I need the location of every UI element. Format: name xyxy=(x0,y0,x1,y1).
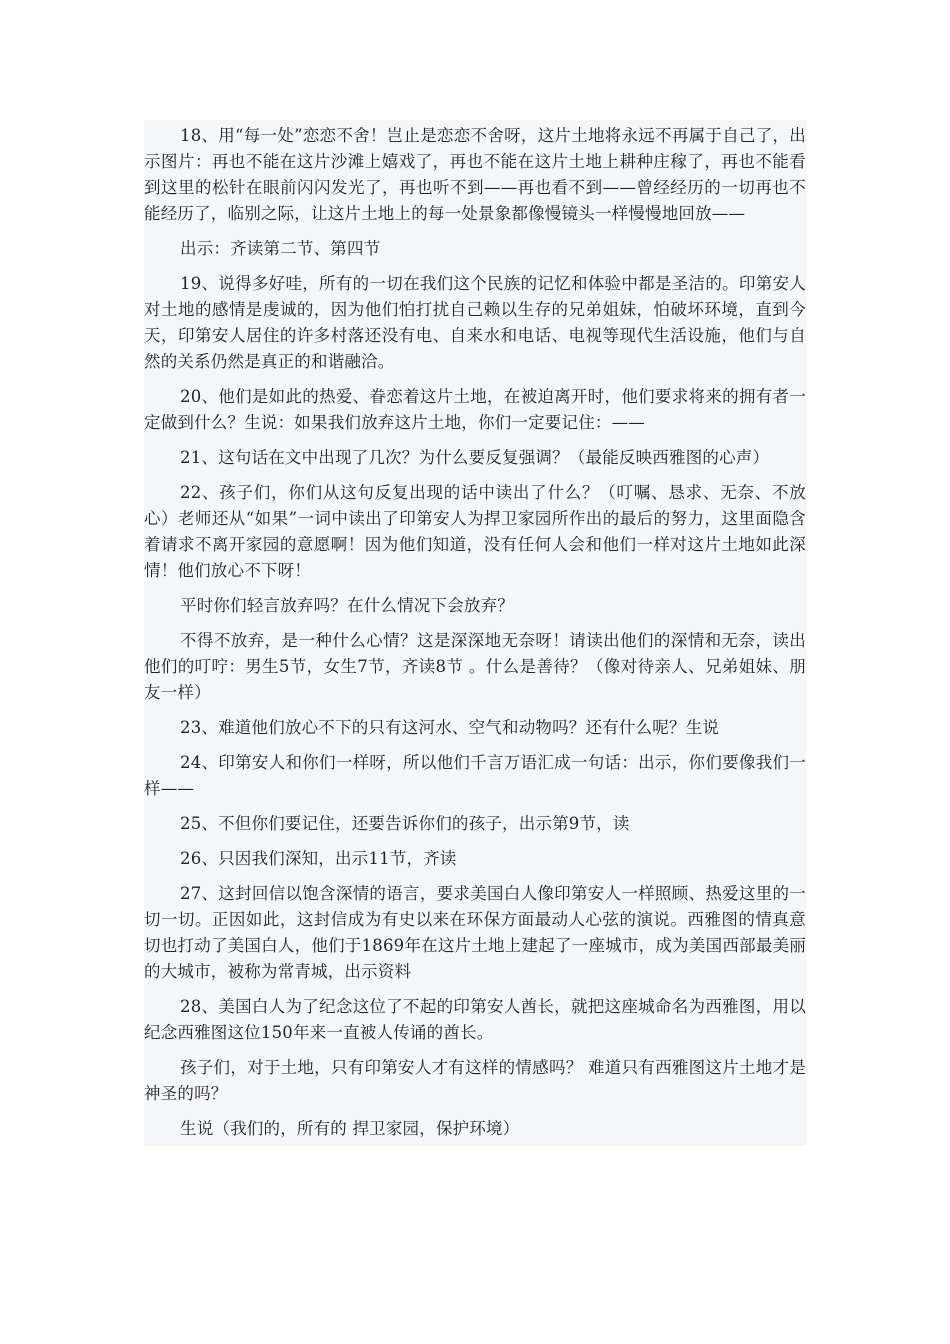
paragraph-23: 23、难道他们放心不下的只有这河水、空气和动物吗？还有什么呢？生说 xyxy=(180,718,720,737)
paragraph-25: 25、不但你们要记住，还要告诉你们的孩子，出示第9节，读 xyxy=(180,814,630,833)
paragraph-give-up-question: 平时你们轻言放弃吗？在什么情况下会放弃？ xyxy=(180,596,514,615)
paragraph-19: 19、说得多好哇，所有的一切在我们这个民族的记忆和体验中都是圣洁的。印第安人对土地的感情是虔诚的，因为他们怕打扰自己赖以生存的兄弟姐妹，怕破坏环境，直到今天，印第安人居住的许多村落还没有电、自来水和电话、电视等现代生活设施，他们与自然的关系仍然是真正的和谐融洽。 xyxy=(144,274,806,371)
paragraph-18: 18、用“每一处”恋恋不舍！岂止是恋恋不舍呀，这片土地将永远不再属于自己了，出示图片：再也不能在这片沙滩上嬉戏了，再也不能在这片土地上耕种庄稼了，再也不能看到这里的松针在眼前闪闪发光了，再也听不到——再也看不到——曾经经历的一切再也不能经历了，临别之际，让这片土地上的每一处景象都像慢镜头一样慢慢地回放—— xyxy=(144,126,806,223)
paragraph-26: 26、只因我们深知，出示11节，齐读 xyxy=(180,849,457,868)
paragraph-21: 21、这句话在文中出现了几次？为什么要反复强调？（最能反映西雅图的心声） xyxy=(180,448,770,467)
paragraph-forced-give-up: 不得不放弃，是一种什么心情？这是深深地无奈呀！请读出他们的深情和无奈，读出他们的叮咛：男生5节，女生7节，齐读8节 。什么是善待？（像对待亲人、兄弟姐妹、朋友一样） xyxy=(144,631,806,702)
paragraph-27: 27、这封回信以饱含深情的语言，要求美国白人像印第安人一样照顾、热爱这里的一切一切。正因如此，这封信成为有史以来在环保方面最动人心弦的演说。西雅图的情真意切也打动了美国白人，他们于1869年在这片土地上建起了一座城市，成为美国西部最美丽的大城市，被称为常青城，出示资料 xyxy=(144,884,806,981)
lesson-text-block xyxy=(144,120,806,1146)
paragraph-children-question: 孩子们，对于土地，只有印第安人才有这样的情感吗？ 难道只有西雅图这片土地才是神圣的吗？ xyxy=(144,1058,806,1103)
paragraph-22: 22、孩子们，你们从这句反复出现的话中读出了什么？（叮嘱、恳求、无奈、不放心）老师还从“如果”一词中读出了印第安人为捍卫家园所作出的最后的努力，这里面隐含着请求不离开家园的意愿啊！因为他们知道，没有任何人会和他们一样对这片土地如此深情！他们放心不下呀！ xyxy=(144,483,806,580)
paragraph-24: 24、印第安人和你们一样呀，所以他们千言万语汇成一句话：出示，你们要像我们一样—— xyxy=(144,753,806,798)
paragraph-28: 28、美国白人为了纪念这位了不起的印第安人酋长，就把这座城命名为西雅图，用以纪念西雅图这位150年来一直被人传诵的酋长。 xyxy=(144,997,806,1042)
paragraph-20: 20、他们是如此的热爱、眷恋着这片土地，在被迫离开时，他们要求将来的拥有者一定做到什么？生说：如果我们放弃这片土地，你们一定要记住：—— xyxy=(144,387,806,432)
paragraph-student-answer: 生说（我们的，所有的 捍卫家园，保护环境） xyxy=(180,1119,520,1138)
paragraph-show-read: 出示：齐读第二节、第四节 xyxy=(180,239,381,258)
